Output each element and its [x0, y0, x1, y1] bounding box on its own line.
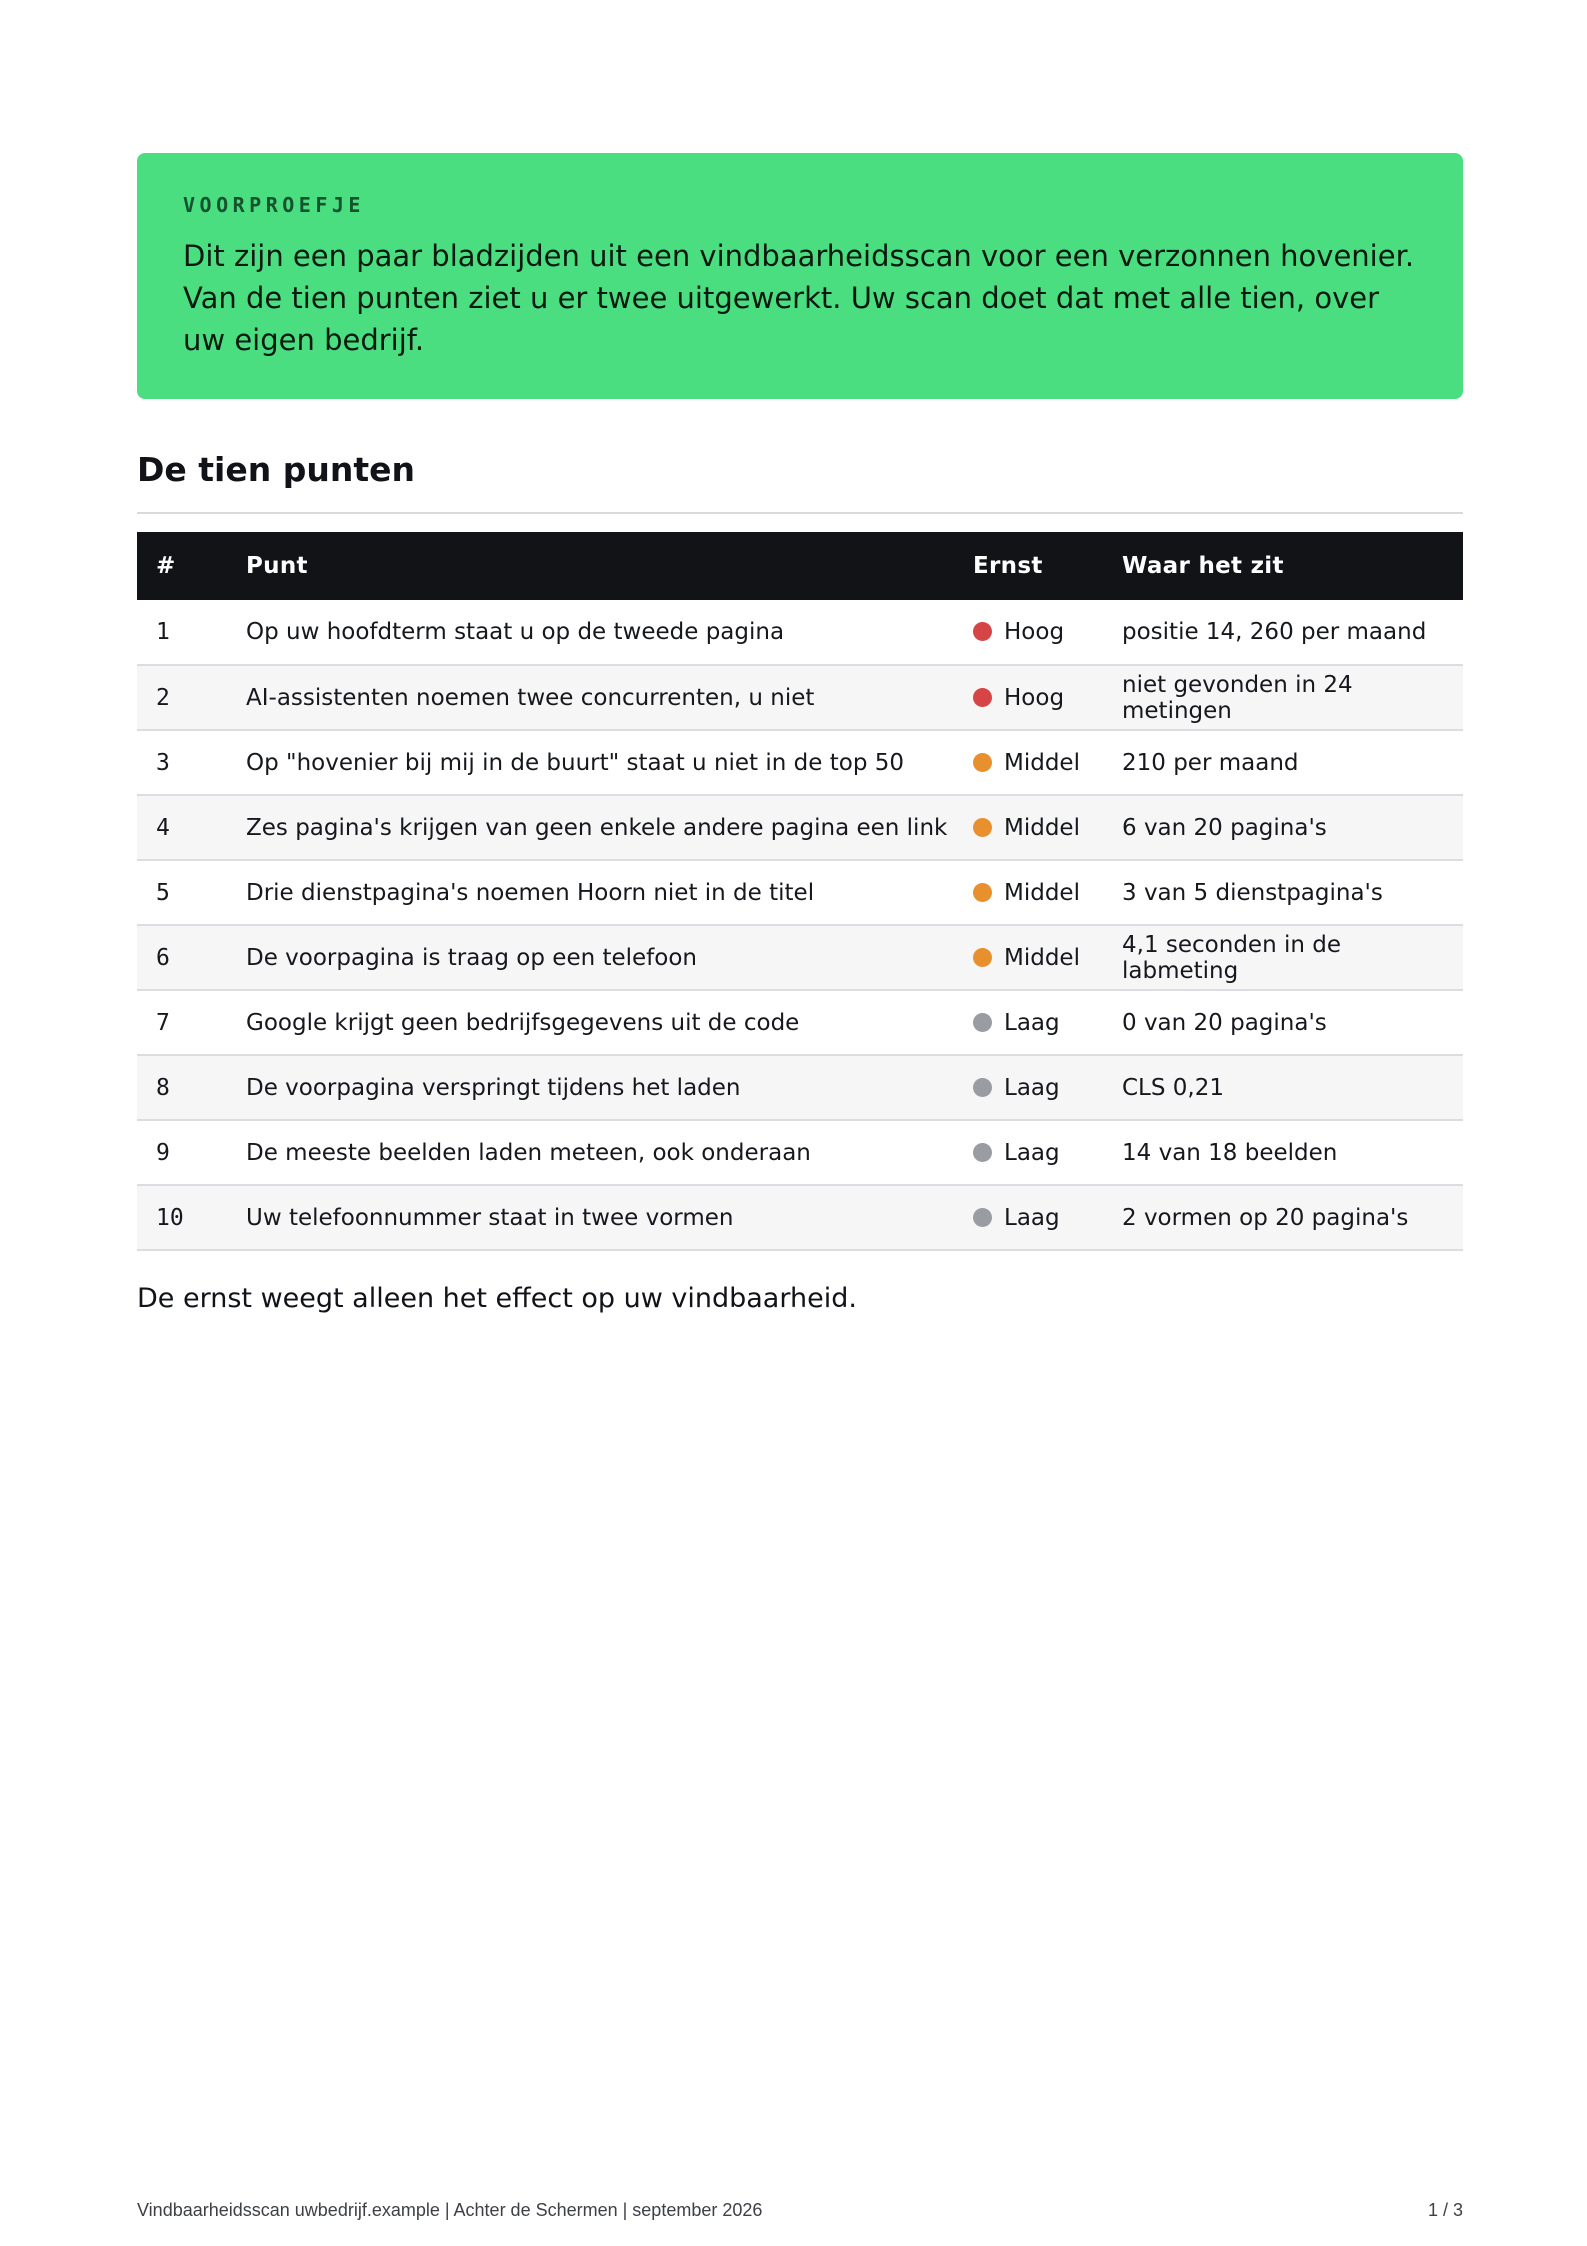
- header-num: #: [156, 553, 176, 579]
- row-waar: 6 van 20 pagina's: [1122, 814, 1327, 841]
- table-row: [137, 795, 1463, 860]
- row-number: 8: [156, 1074, 170, 1101]
- row-punt: Google krijgt geen bedrijfsgegevens uit de code: [246, 1009, 800, 1036]
- row-waar: 4,1 seconden in de labmeting: [1122, 931, 1341, 984]
- section-divider: [137, 512, 1463, 514]
- row-waar: niet gevonden in 24 metingen: [1122, 671, 1353, 724]
- callout-text: Dit zijn een paar bladzijden uit een vindbaarheidsscan voor een verzonnen hovenier. Van de tien punten ziet u er twee uitgewerkt. Uw scan doet dat met alle tien, over uw eigen bedrijf.: [183, 239, 1415, 357]
- severity-dot-icon: [973, 883, 992, 902]
- severity-label: Laag: [1004, 1009, 1060, 1036]
- row-punt: Op uw hoofdterm staat u op de tweede pagina: [246, 619, 785, 645]
- row-number: 1: [156, 619, 170, 645]
- row-waar: 14 van 18 beelden: [1122, 1139, 1338, 1166]
- page-number: 1 / 3: [1427, 2200, 1463, 2220]
- row-punt: Op "hovenier bij mij in de buurt" staat u niet in de top 50: [246, 749, 904, 776]
- preview-callout: [137, 153, 1463, 399]
- header-punt: Punt: [246, 553, 308, 579]
- row-number: 3: [156, 749, 170, 776]
- row-waar: 3 van 5 dienstpagina's: [1122, 879, 1383, 906]
- row-ernst: [973, 925, 1122, 990]
- severity-dot-icon: [973, 1208, 992, 1227]
- table-row: [137, 1120, 1463, 1185]
- footer-text: Vindbaarheidsscan uwbedrijf.example | Achter de Schermen | september 2026: [137, 2200, 763, 2220]
- severity-dot-icon: [973, 622, 992, 641]
- severity-dot-icon: [973, 1013, 992, 1032]
- row-punt: Zes pagina's krijgen van geen enkele andere pagina een link: [246, 814, 948, 841]
- table-body: [137, 600, 1463, 1250]
- table-header-row: [137, 532, 1463, 600]
- severity-label: Middel: [1004, 879, 1080, 906]
- callout-label: VOORPROEFJE: [183, 193, 365, 217]
- table-row: [137, 1185, 1463, 1250]
- row-number: 7: [156, 1009, 170, 1036]
- row-punt: De meeste beelden laden meteen, ook onderaan: [246, 1139, 811, 1166]
- table-row: [137, 990, 1463, 1055]
- points-table: [137, 532, 1463, 1251]
- severity-label: Laag: [1004, 1139, 1060, 1166]
- severity-label: Middel: [1004, 749, 1080, 776]
- row-ernst: [973, 860, 1122, 925]
- severity-label: Hoog: [1004, 684, 1065, 711]
- severity-label: Laag: [1004, 1074, 1060, 1101]
- severity-dot-icon: [973, 688, 992, 707]
- row-punt: Uw telefoonnummer staat in twee vormen: [246, 1204, 734, 1231]
- row-ernst: [973, 1185, 1122, 1250]
- row-punt: Drie dienstpagina's noemen Hoorn niet in de titel: [246, 879, 815, 906]
- severity-dot-icon: [973, 1078, 992, 1097]
- row-number: 5: [156, 879, 170, 906]
- severity-label: Middel: [1004, 814, 1080, 841]
- row-ernst: [973, 1055, 1122, 1120]
- severity-dot-icon: [973, 948, 992, 967]
- row-ernst: [973, 730, 1122, 795]
- table-row: [137, 730, 1463, 795]
- row-waar: 2 vormen op 20 pagina's: [1122, 1204, 1409, 1231]
- severity-dot-icon: [973, 1143, 992, 1162]
- row-ernst: [973, 990, 1122, 1055]
- row-waar: CLS 0,21: [1122, 1074, 1224, 1101]
- row-number: 4: [156, 814, 170, 841]
- table-row: [137, 925, 1463, 990]
- row-number: 10: [156, 1204, 184, 1231]
- row-number: 2: [156, 684, 170, 711]
- severity-dot-icon: [973, 753, 992, 772]
- row-punt: AI-assistenten noemen twee concurrenten, u niet: [246, 684, 815, 711]
- row-punt: De voorpagina is traag op een telefoon: [246, 944, 698, 971]
- row-ernst: [973, 665, 1122, 730]
- header-ernst: Ernst: [973, 553, 1043, 579]
- row-ernst: [973, 795, 1122, 860]
- table-row: [137, 665, 1463, 730]
- row-number: 6: [156, 944, 170, 971]
- severity-label: Middel: [1004, 944, 1080, 971]
- document-page: [137, 153, 1463, 1314]
- severity-label: Hoog: [1004, 619, 1065, 645]
- header-waar: Waar het zit: [1122, 553, 1284, 579]
- row-waar: positie 14, 260 per maand: [1122, 619, 1427, 645]
- table-row: [137, 600, 1463, 665]
- row-punt: De voorpagina verspringt tijdens het laden: [246, 1074, 741, 1101]
- table-row: [137, 860, 1463, 925]
- row-ernst: [973, 600, 1122, 665]
- footnote: De ernst weegt alleen het effect op uw vindbaarheid.: [137, 1283, 857, 1314]
- row-number: 9: [156, 1139, 170, 1166]
- table-row: [137, 1055, 1463, 1120]
- severity-label: Laag: [1004, 1204, 1060, 1231]
- row-waar: 210 per maand: [1122, 749, 1299, 776]
- section-title: De tien punten: [137, 450, 415, 489]
- row-waar: 0 van 20 pagina's: [1122, 1009, 1327, 1036]
- severity-dot-icon: [973, 818, 992, 837]
- row-ernst: [973, 1120, 1122, 1185]
